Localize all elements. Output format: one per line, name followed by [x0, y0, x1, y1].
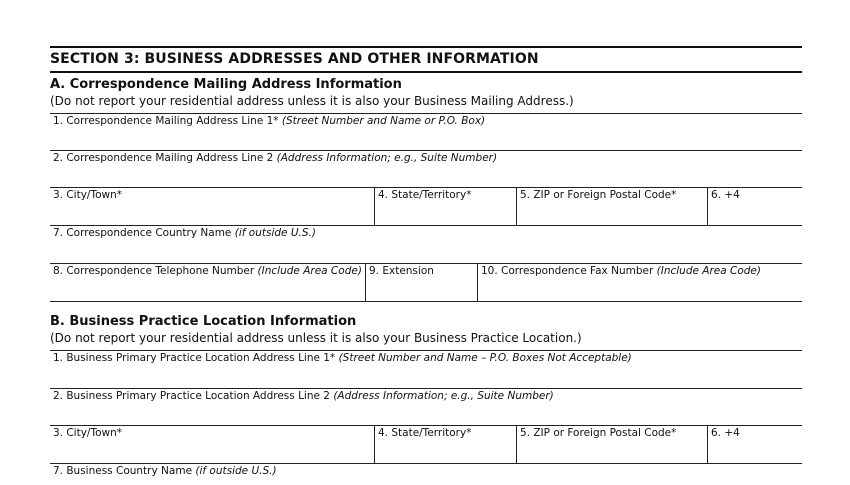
field-hint: (Include Area Code) [656, 265, 761, 277]
part-b-city-row-top-rule [50, 425, 802, 426]
part-b-line2-field[interactable] [53, 390, 554, 402]
column-divider [477, 263, 478, 301]
column-divider [707, 187, 708, 225]
part-a-line2-field[interactable] [53, 152, 497, 164]
part-b-country-top-rule [50, 463, 802, 464]
column-divider [707, 425, 708, 463]
field-label: 8. Correspondence Telephone Number [53, 265, 258, 277]
part-b-line1-field[interactable] [53, 352, 632, 364]
part-b-state-field[interactable]: 4. State/Territory* [378, 427, 472, 439]
field-hint: (Street Number and Name or P.O. Box) [281, 115, 486, 127]
part-a-title: A. Correspondence Mailing Address Information [50, 77, 402, 92]
part-a-state-field[interactable]: 4. State/Territory* [378, 189, 472, 201]
section-title-rule [50, 71, 802, 73]
part-a-country-top-rule [50, 225, 802, 226]
field-hint: (Address Information; e.g., Suite Number) [276, 152, 498, 164]
part-a-phone-field[interactable] [53, 265, 362, 277]
column-divider [365, 263, 366, 301]
field-hint: (Address Information; e.g., Suite Number) [333, 390, 554, 402]
part-b-country-field[interactable] [53, 465, 277, 477]
field-hint: (if outside U.S.) [195, 465, 277, 477]
column-divider [374, 425, 375, 463]
part-a-line1-top-rule [50, 113, 802, 114]
field-hint: (if outside U.S.) [234, 227, 316, 239]
part-a-bottom-rule [50, 301, 802, 302]
part-a-city-field[interactable]: 3. City/Town* [53, 189, 123, 201]
field-label: 7. Business Country Name [53, 465, 196, 477]
part-a-zip-field[interactable]: 5. ZIP or Foreign Postal Code* [520, 189, 677, 201]
part-a-line1-field[interactable] [53, 115, 485, 127]
field-label: 2. Business Primary Practice Location Address Line 2 [53, 390, 334, 402]
part-b-line2-top-rule [50, 388, 802, 389]
section-title: SECTION 3: BUSINESS ADDRESSES AND OTHER INFORMATION [50, 51, 539, 67]
part-b-line1-top-rule [50, 350, 802, 351]
field-label: 10. Correspondence Fax Number [481, 265, 657, 277]
part-b-plus4-field[interactable]: 6. +4 [711, 427, 740, 439]
top-rule [50, 46, 802, 48]
part-a-country-field[interactable] [53, 227, 316, 239]
field-label: 1. Correspondence Mailing Address Line 1* [53, 115, 282, 127]
part-a-line2-top-rule [50, 150, 802, 151]
part-a-city-row-top-rule [50, 187, 802, 188]
field-label: 1. Business Primary Practice Location Address Line 1* [53, 352, 339, 364]
part-a-note: (Do not report your residential address unless it is also your Business Mailing Address.) [50, 94, 574, 108]
column-divider [516, 187, 517, 225]
part-a-extension-field[interactable]: 9. Extension [369, 265, 434, 277]
part-b-title: B. Business Practice Location Information [50, 314, 357, 329]
part-b-note: (Do not report your residential address unless it is also your Business Practice Location.) [50, 331, 582, 345]
column-divider [516, 425, 517, 463]
field-hint: (Street Number and Name – P.O. Boxes Not Acceptable) [338, 352, 632, 364]
part-a-fax-field[interactable] [481, 265, 761, 277]
field-label: 7. Correspondence Country Name [53, 227, 235, 239]
part-b-zip-field[interactable]: 5. ZIP or Foreign Postal Code* [520, 427, 677, 439]
field-label: 2. Correspondence Mailing Address Line 2 [53, 152, 277, 164]
part-a-plus4-field[interactable]: 6. +4 [711, 189, 740, 201]
part-b-city-field[interactable]: 3. City/Town* [53, 427, 123, 439]
field-hint: (Include Area Code) [257, 265, 362, 277]
column-divider [374, 187, 375, 225]
part-a-phone-row-top-rule [50, 263, 802, 264]
